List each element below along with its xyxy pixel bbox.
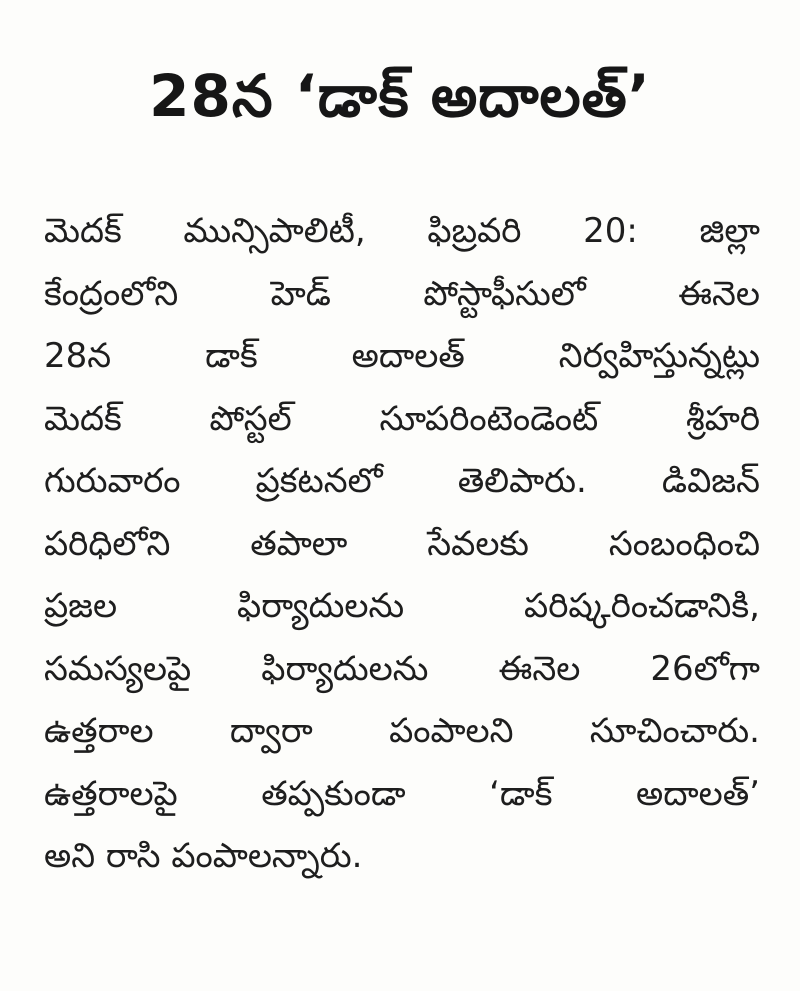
article-line: కేంద్రంలోని హెడ్ పోస్టాఫీసులో ఈనెల — [44, 273, 760, 314]
article-body — [44, 200, 760, 888]
article-line: ప్రజల ఫిర్యాదులను పరిష్కరించడానికి, — [44, 586, 760, 626]
article-line: గురువారం ప్రకటనలో తెలిపారు. డివిజన్ — [44, 461, 760, 501]
article-line: సమస్యలపై ఫిర్యాదులను ఈనెల 26లోగా — [44, 648, 760, 689]
article-line: ఉత్తరాల ద్వారా పంపాలని సూచించారు. — [44, 711, 760, 751]
article-line: పరిధిలోని తపాలా సేవలకు సంబంధించి — [44, 523, 760, 564]
article-line: మెదక్ మున్సిపాలిటీ, ఫిబ్రవరి 20: జిల్లా — [44, 211, 760, 251]
article-line: ఉత్తరాలపై తప్పకుండా ‘డాక్ అదాలత్’ — [44, 773, 760, 814]
article-headline: 28న ‘డాక్ అదాలత్’ — [149, 61, 651, 130]
article-line: అని రాసి పంపాలన్నారు. — [44, 836, 363, 876]
article-line: మెదక్ పోస్టల్ సూపరింటెండెంట్ శ్రీహరి — [44, 398, 760, 439]
article-line: 28న డాక్ అదాలత్ నిర్వహిస్తున్నట్లు — [44, 336, 760, 376]
